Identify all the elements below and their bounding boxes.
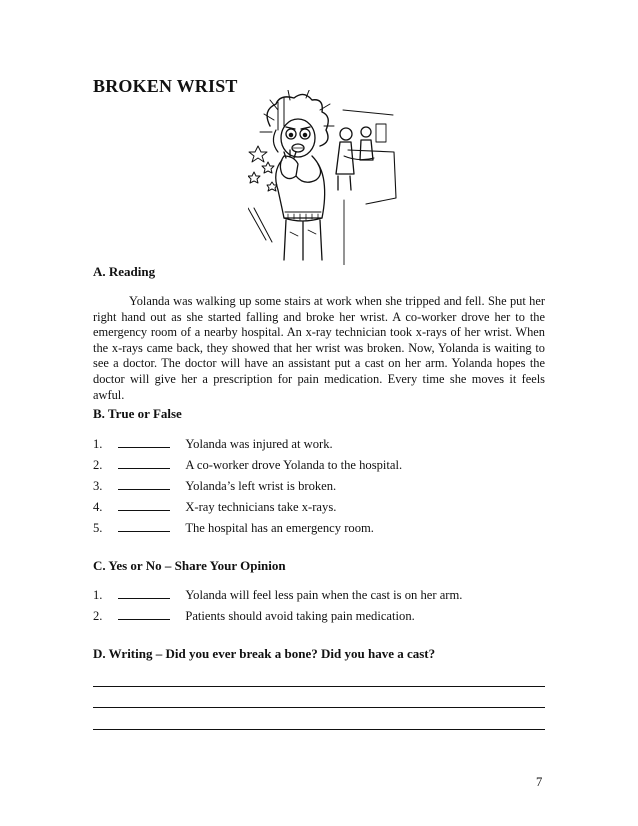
yes-no-item (93, 608, 415, 624)
item-number: 1. (93, 588, 103, 602)
answer-blank[interactable] (118, 436, 170, 448)
true-false-heading: B. True or False (93, 406, 182, 421)
true-false-item (93, 520, 374, 536)
true-false-item (93, 457, 402, 473)
item-statement: Yolanda’s left wrist is broken. (185, 479, 337, 493)
yes-no-item (93, 587, 462, 603)
true-false-item (93, 478, 336, 494)
item-number: 2. (93, 609, 103, 623)
item-statement: A co-worker drove Yolanda to the hospital. (185, 458, 403, 472)
writing-line[interactable] (93, 729, 545, 730)
writing-line[interactable] (93, 707, 545, 708)
item-number: 5. (93, 521, 103, 535)
item-statement: Yolanda was injured at work. (185, 437, 333, 451)
item-number: 2. (93, 458, 103, 472)
true-false-item (93, 499, 336, 515)
true-false-item (93, 436, 333, 452)
reading-paragraph: Yolanda was walking up some stairs at work when she tripped and fell. She put her right hand out as she started falling and broke her wrist. A co-worker drove her to the emergency room of a nearby hospital. An x-ray technician took x-rays of her wrist. When the x-rays came back, they showed that her wrist was broken. Now, Yolanda is waiting to see a doctor. The doctor will have an assistant put a cast on her arm. Yolanda hopes the doctor will give her a prescription for pain medication. Every time she moves it feels awful. (93, 294, 545, 402)
writing-line[interactable] (93, 686, 545, 687)
item-number: 1. (93, 437, 103, 451)
item-statement: The hospital has an emergency room. (185, 521, 374, 535)
item-statement: Yolanda will feel less pain when the cast is on her arm. (185, 588, 463, 602)
page-title: BROKEN WRIST (93, 76, 238, 96)
answer-blank[interactable] (118, 587, 170, 599)
item-statement: X-ray technicians take x-rays. (185, 500, 337, 514)
answer-blank[interactable] (118, 608, 170, 620)
reading-heading: A. Reading (93, 264, 156, 279)
item-number: 3. (93, 479, 103, 493)
answer-blank[interactable] (118, 520, 170, 532)
page-number: 7 (536, 775, 543, 789)
broken-wrist-illustration (248, 90, 398, 265)
answer-blank[interactable] (118, 478, 170, 490)
item-statement: Patients should avoid taking pain medication. (185, 609, 415, 623)
yes-no-heading: C. Yes or No – Share Your Opinion (93, 558, 286, 573)
answer-blank[interactable] (118, 457, 170, 469)
answer-blank[interactable] (118, 499, 170, 511)
item-number: 4. (93, 500, 103, 514)
writing-heading: D. Writing – Did you ever break a bone? Did you have a cast? (93, 646, 436, 661)
